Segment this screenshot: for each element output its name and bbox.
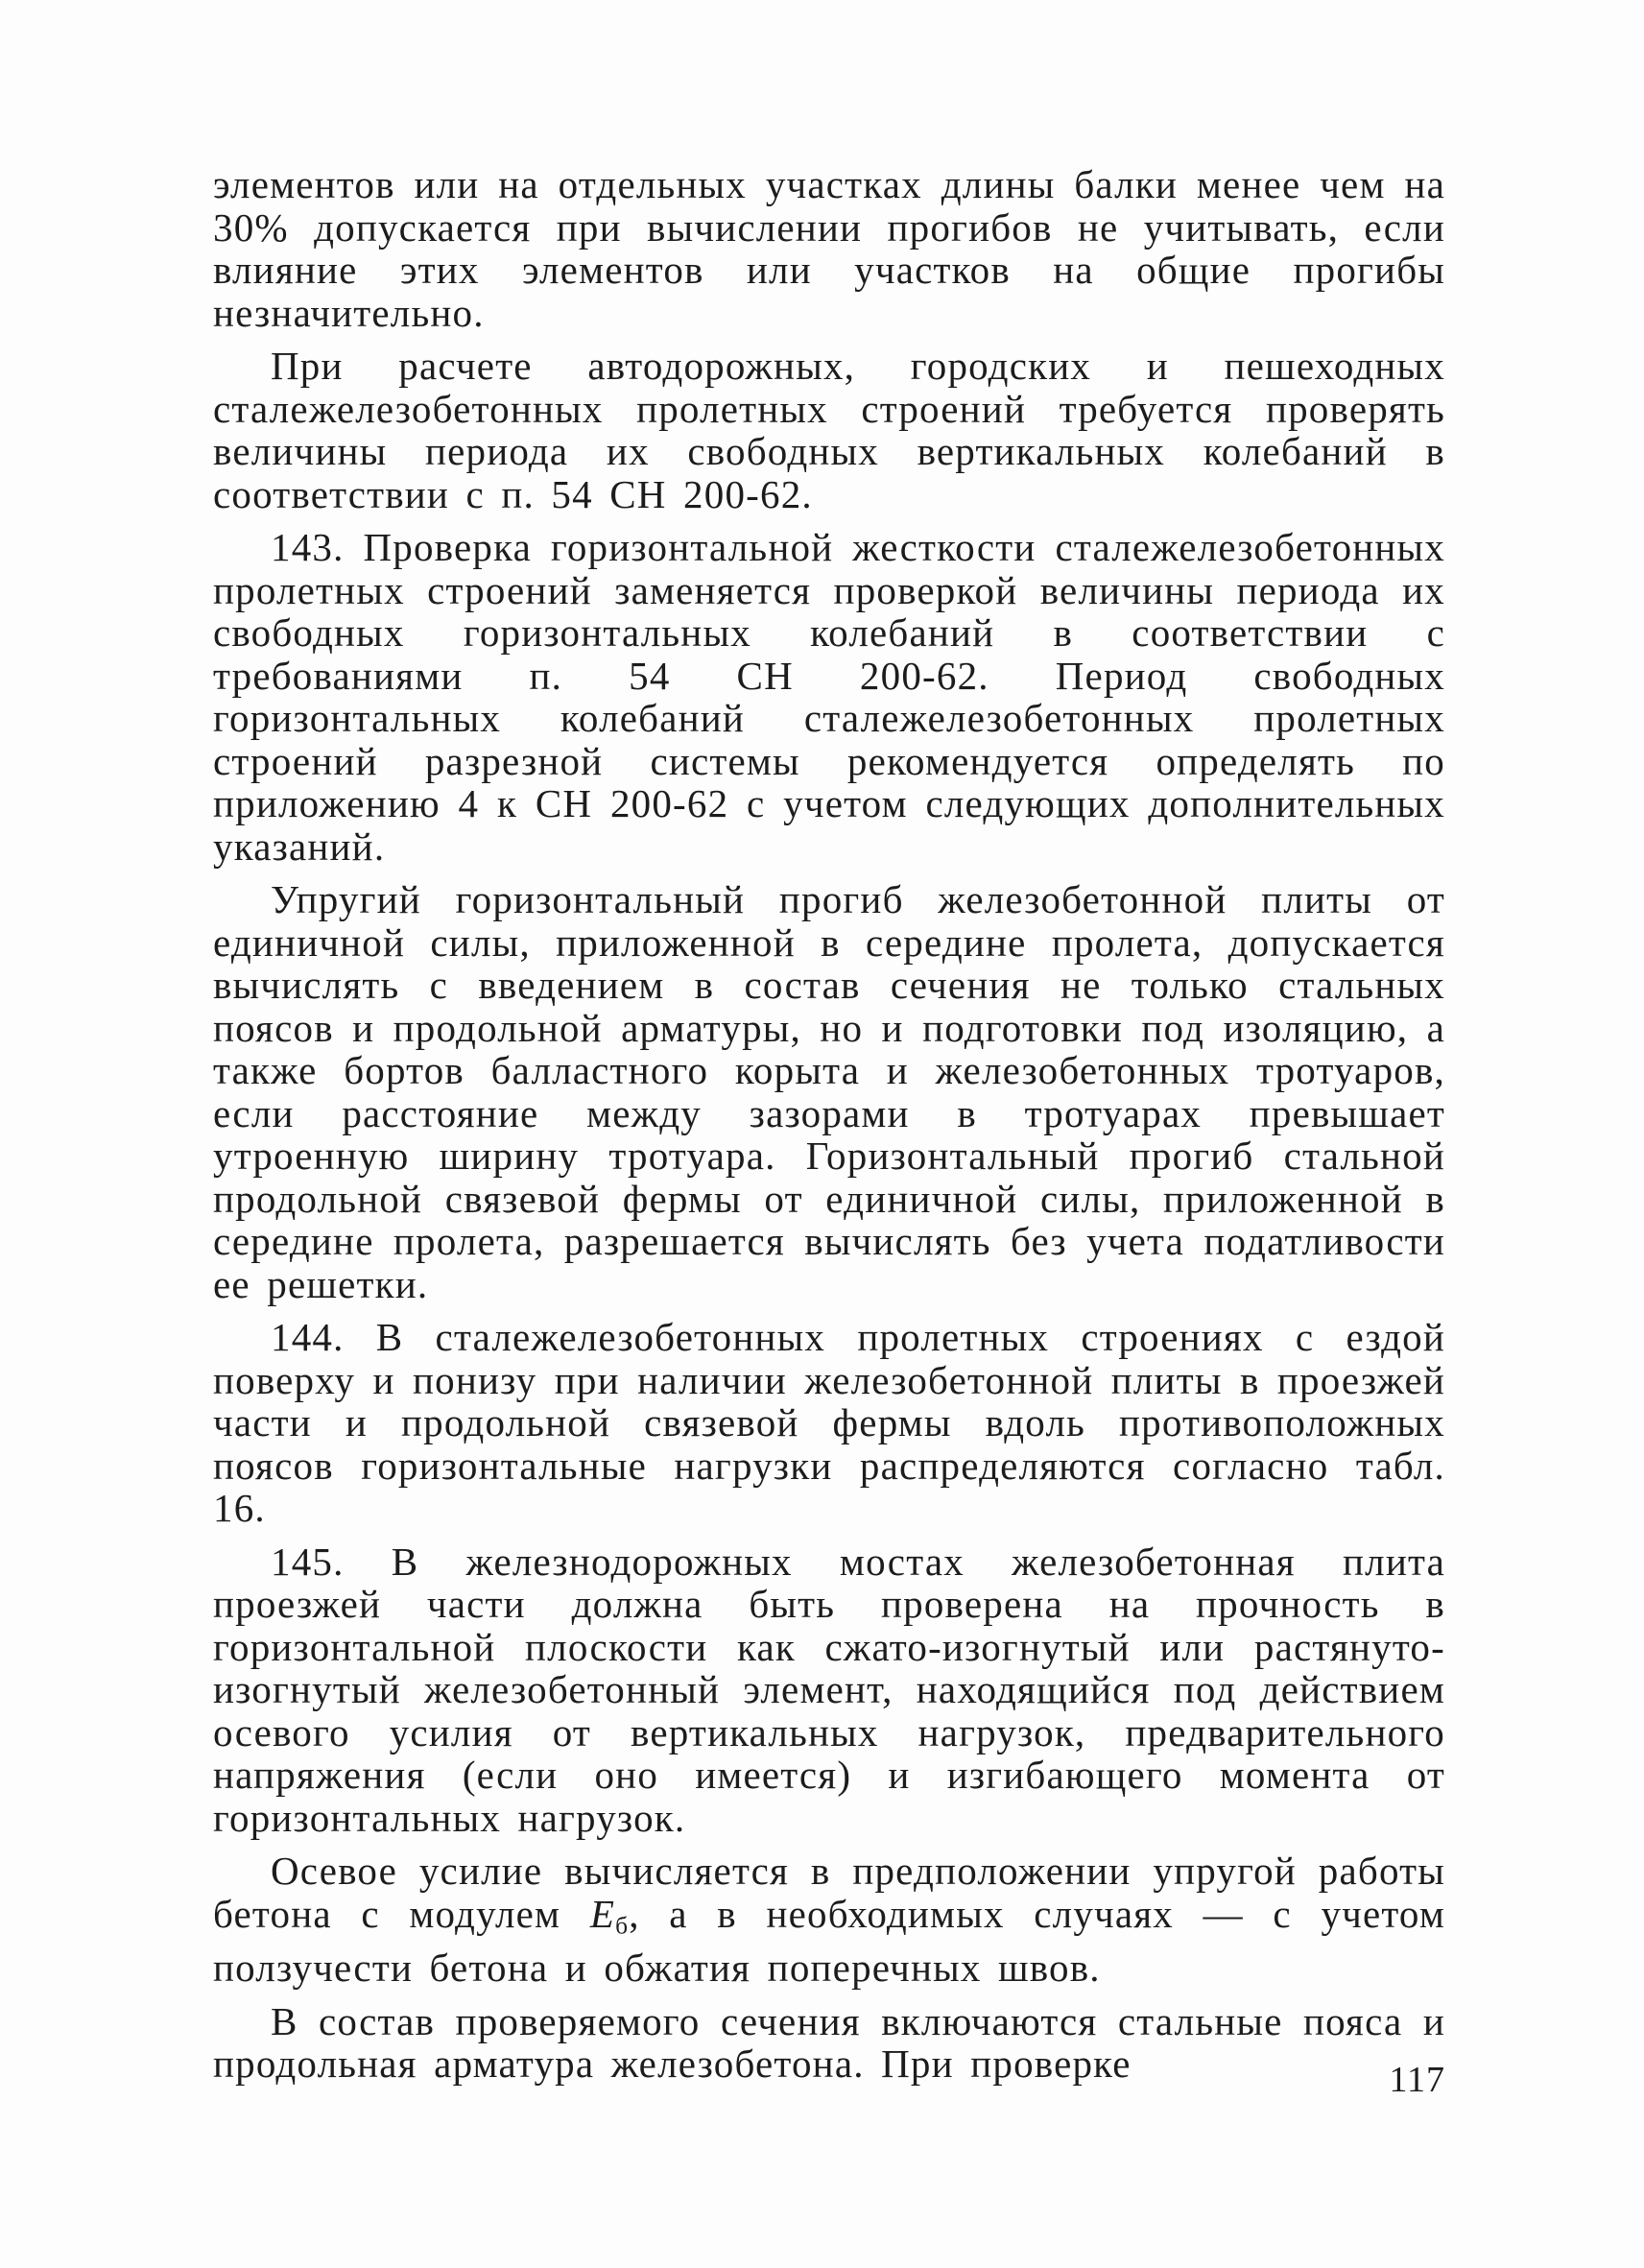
paragraph-144: 144. В сталежелезобетонных пролетных строениях с ездой поверху и понизу при наличии железобетонной плиты в проезжей части и продольной связевой фермы вдоль противоположных поясов горизонтальные нагрузки распределяются согласно табл. 16. bbox=[213, 1315, 1445, 1530]
paragraph-vertical-oscillations: При расчете автодорожных, городских и пешеходных сталежелезобетонных пролетных строений требуется проверять величины периода их свободных вертикальных колебаний в соответствии с п. 54 СН 200-62. bbox=[213, 344, 1445, 516]
paragraph-continuation: элементов или на отдельных участках длины балки менее чем на 30% допускается при вычислении прогибов не учитывать, если влияние этих элементов или участков на общие прогибы незначительно. bbox=[213, 162, 1445, 335]
paragraph-elastic-deflection: Упругий горизонтальный прогиб железобетонной плиты от единичной силы, приложенной в середине пролета, допускается вычислять с введением в состав сечения не только стальных поясов и продольной арматуры, но и подготовки под изоляцию, а также бортов балластного корыта и железобетонных тротуаров, если расстояние между зазорами в тротуарах превышает утроенную ширину тротуара. Горизонтальный прогиб стальной продольной связевой фермы от единичной силы, приложенной в середине пролета, разрешается вычислять без учета податливости ее решетки. bbox=[213, 877, 1445, 1306]
modulus-symbol: E bbox=[589, 1891, 616, 1936]
axial-force-text-after: , а в необходимых случаях — с учетом ползучести бетона и обжатия поперечных швов. bbox=[213, 1891, 1445, 1991]
paragraph-143: 143. Проверка горизонтальной жесткости сталежелезобетонных пролетных строений заменяется проверкой величины периода их свободных горизонтальных колебаний в соответствии с требованиями п. 54 СН 200-62. Период свободных горизонтальных колебаний сталежелезобетонных пролетных строений разрезной системы рекомендуется определять по приложению 4 к СН 200-62 с учетом следующих дополнительных указаний. bbox=[213, 525, 1445, 869]
body-text bbox=[213, 163, 1445, 2086]
modulus-subscript: б bbox=[615, 1911, 630, 1939]
paragraph-checked-section: В состав проверяемого сечения включаются стальные пояса и продольная арматура железобетона. При проверке bbox=[213, 1998, 1445, 2087]
page-number: 117 bbox=[1389, 2060, 1445, 2100]
axial-force-text-before: Осевое усилие вычисляется в предположении упругой работы бетона с модулем bbox=[213, 1849, 1445, 1936]
paragraph-axial-force bbox=[213, 1850, 1445, 1990]
paragraph-145: 145. В железнодорожных мостах железобетонная плита проезжей части должна быть проверена на прочность в горизонтальной плоскости как сжато-изогнутый или растянуто-изогнутый железобетонный элемент, находящийся под действием осевого усилия от вертикальных нагрузок, предварительного напряжения (если оно имеется) и изгибающего момента от горизонтальных нагрузок. bbox=[213, 1539, 1445, 1840]
